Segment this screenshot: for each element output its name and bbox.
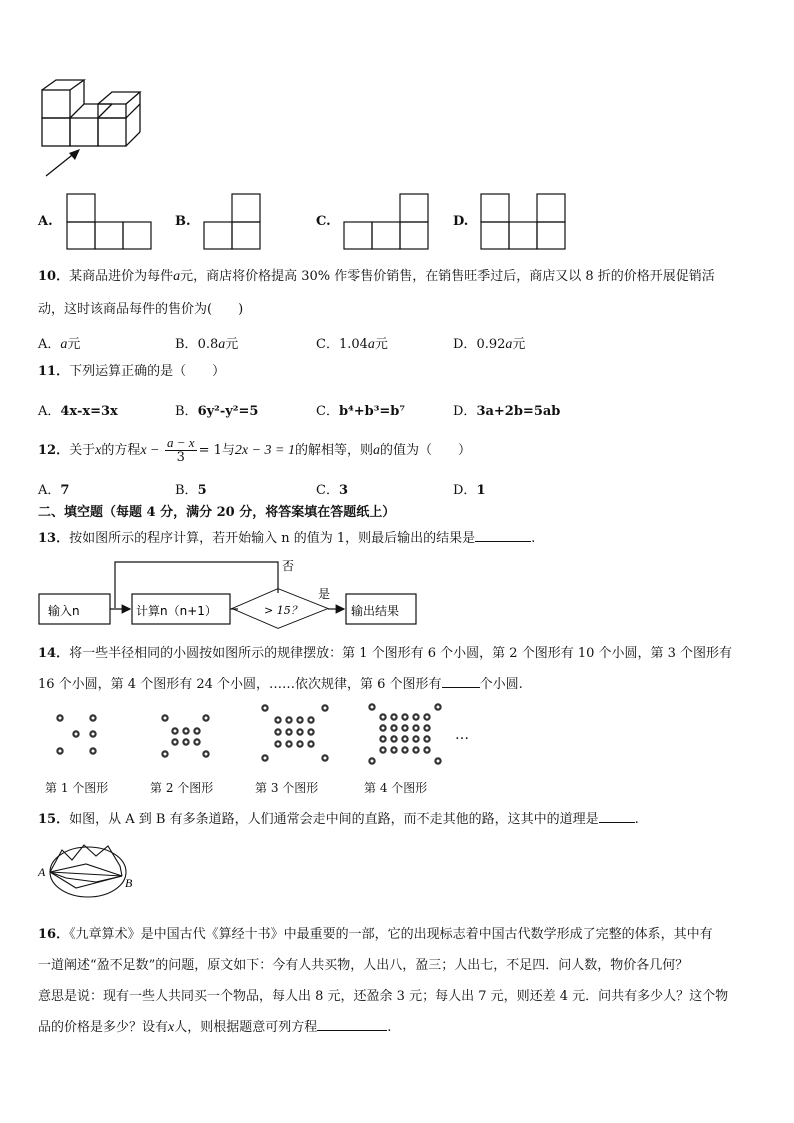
q13-flow-input: 输入n (48, 604, 80, 618)
q10-option-a: A．a元 (38, 337, 81, 352)
q13-flow-yes-label: 是 (318, 587, 331, 601)
q16-line4: 品的价格是多少？设有x人，则根据题意可列方程 . (38, 1014, 391, 1042)
q13-flow-no-label: 否 (282, 559, 295, 573)
q14-line2: 16 个小圆，第 4 个图形有 24 个小圆，……依次规律，第 6 个图形有 个小圆. (38, 671, 523, 699)
q14-figure-3 (260, 703, 332, 765)
q15-stem: 15．如图，从 A 到 B 有多条道路，人们通常会走中间的直路，而不走其他的路，这其中的道理是 . (38, 806, 639, 834)
q9-option-a-grid (66, 193, 152, 250)
q13-flowchart (38, 556, 428, 628)
q14-figure-2 (160, 713, 220, 763)
q10-text-2: 元，商店将价格提高 30% 作零售价销售，在销售旺季过后，商店又以 8 折的价格开展促销活 (180, 269, 715, 284)
q10-option-c: C．1.04a元 (316, 337, 388, 352)
q9-option-b-grid (203, 193, 261, 250)
q9-option-c-letter: C. (316, 214, 331, 229)
q11-option-a: A．4x-x=3x (38, 404, 118, 419)
q13-stem: 13．按如图所示的程序计算，若开始输入 n 的值为 1，则最后输出的结果是 . (38, 525, 535, 553)
q11-number: 11． (38, 364, 70, 379)
q16-number: 16． (38, 927, 70, 942)
q12-option-d: D．1 (453, 483, 486, 498)
q10-option-d: D．0.92a元 (453, 337, 526, 352)
q14-figure-4-label: 第 4 个图形 (364, 781, 428, 795)
q13-number: 13． (38, 531, 70, 546)
q12-number: 12． (38, 443, 70, 458)
q15-roads-figure (36, 840, 140, 898)
q12-option-c: C．3 (316, 483, 348, 498)
q10-option-b: B．0.8a元 (175, 337, 239, 352)
q9-option-d-letter: D. (453, 214, 469, 229)
q13-flow-output: 输出结果 (351, 604, 400, 618)
q12-stem: 12．关于x的方程x − $\frac{a - x}{3}$ = 1与2x − 3 = 1的解相等，则a的值为（ ） (38, 435, 472, 465)
q14-answer-blank[interactable] (442, 673, 480, 688)
q13-flow-compute: 计算n（n+1） (136, 604, 217, 618)
q14-figure-2-label: 第 2 个图形 (150, 781, 214, 795)
q14-figure-3-label: 第 3 个图形 (255, 781, 319, 795)
q11-option-c: C．b⁴+b³=b⁷ (316, 404, 406, 419)
q11-option-b: B．6y²-y²=5 (175, 404, 259, 419)
section-2-title: 二、填空题（每题 4 分，满分 20 分，将答案填在答题纸上） (38, 505, 396, 520)
q9-option-a-letter: A. (38, 214, 53, 229)
q11-option-d: D．3a+2b=5ab (453, 404, 561, 419)
q14-number: 14． (38, 646, 70, 661)
q10-text: 某商品进价为每件 (69, 269, 174, 284)
q14-figure-1 (55, 713, 105, 763)
q9-option-c-grid (343, 193, 429, 250)
q16-line1: 16．《九章算术》是中国古代《算经十书》中最重要的一部，它的出现标志着中国古代数学形成了完整的体系，其中有 (38, 927, 713, 942)
q9-option-d-grid (480, 193, 566, 250)
q13-flow-condition: > 15？ (264, 604, 302, 617)
q14-figure-1-label: 第 1 个图形 (45, 781, 109, 795)
q13-answer-blank[interactable] (475, 527, 531, 542)
q9-option-b-letter: B. (175, 214, 191, 229)
q10-line1 (38, 263, 715, 291)
q14-ellipsis: … (455, 727, 469, 743)
q9-solid-figure (36, 80, 166, 185)
q12-option-a: A．7 (38, 483, 70, 498)
q10-var-a: a (173, 269, 181, 284)
q15-label-b: B (125, 876, 133, 890)
q11-text: 下列运算正确的是（ ） (69, 364, 226, 379)
q12-option-b: B．5 (175, 483, 207, 498)
q15-answer-blank[interactable] (599, 808, 635, 823)
q14-line1: 14．将一些半径相同的小圆按如图所示的规律摆放：第 1 个图形有 6 个小圆，第 2 个图形有 10 个小圆，第 3 个图形有 (38, 646, 733, 661)
q16-answer-blank[interactable] (317, 1016, 387, 1031)
q10-number: 10． (38, 269, 70, 284)
q15-number: 15． (38, 812, 70, 827)
q12-fraction: $\frac{a - x}{3}$ (167, 435, 195, 465)
q16-line3: 意思是说：现有一些人共同买一个物品，每人出 8 元，还盈余 3 元；每人出 7 元，则还差 4 元．问共有多少人？这个物 (38, 989, 729, 1004)
q11-stem (38, 358, 225, 386)
q15-label-a: A (38, 865, 46, 879)
q14-figure-4 (368, 703, 444, 769)
q10-line2: 动，这时该商品每件的售价为( ) (38, 302, 244, 317)
q16-line2: 一道阐述“盈不足数”的问题，原文如下：今有人共买物，人出八，盈三；人出七，不足四．问人数，物价各几何？ (38, 958, 689, 973)
